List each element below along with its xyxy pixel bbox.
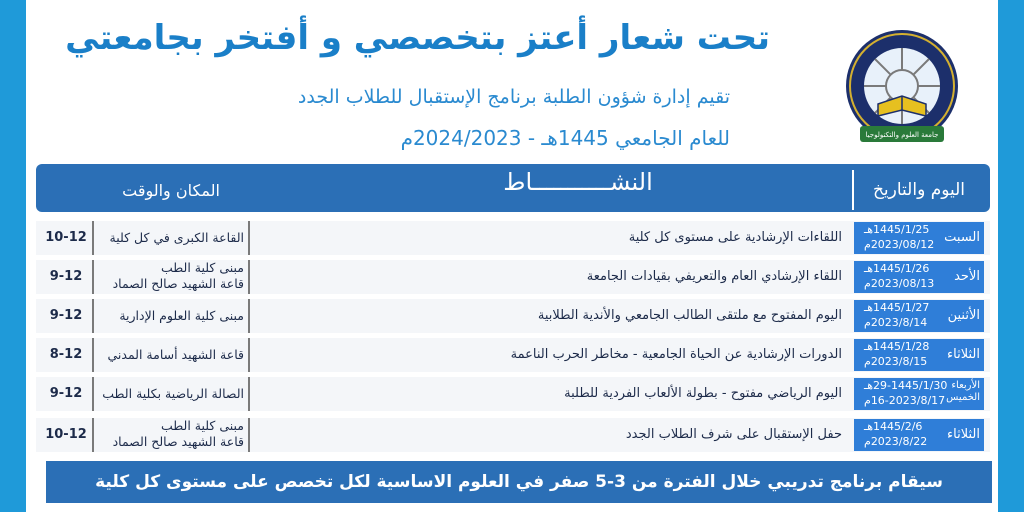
table-row [36, 338, 990, 372]
time-cell: 9-12 [49, 308, 83, 323]
header-place-time: المكان والوقت [122, 180, 220, 200]
time-cell: 9-12 [49, 269, 83, 284]
day-name: الأحد [954, 269, 980, 284]
gregorian-date: 2023/08/12م [864, 238, 935, 251]
activity-cell: اللقاء الإرشادي العام والتعريفي بقيادات الجامعة [586, 269, 842, 284]
activity-cell: اليوم الرياضي مفتوح - بطولة الألعاب الفردية للطلبة [564, 386, 842, 401]
activity-cell: حفل الإستقبال على شرف الطلاب الجدد [625, 427, 842, 442]
activity-cell: اللقاءات الإرشادية على مستوى كل كلية [628, 230, 842, 245]
activity-cell: الدورات الإرشادية عن الحياة الجامعية - مخاطر الحرب الناعمة [510, 347, 842, 362]
date-cell [854, 339, 984, 371]
place-cell [92, 338, 250, 372]
left-frame-bar [0, 0, 26, 512]
place-line: القاعة الكبرى في كل كلية [109, 230, 244, 245]
hijri-date: 29-1445/1/30هـ [864, 379, 948, 392]
date-cell [854, 261, 984, 293]
table-row [36, 299, 990, 333]
page-title: تحت شعار أعتز بتخصصي و أفتخر بجامعتي [65, 18, 770, 58]
subtitle-line-1: تقيم إدارة شؤون الطلبة برنامج الإستقبال للطلاب الجدد [297, 86, 730, 108]
time-cell: 10-12 [45, 230, 87, 245]
place-line: قاعة الشهيد صالح الصماد [112, 434, 244, 449]
hijri-date: 1445/2/6هـ [864, 420, 923, 433]
gregorian-date: 2023/8/22م [864, 435, 928, 448]
gregorian-date: 16-2023/8/17م [864, 394, 946, 407]
table-header [36, 164, 990, 212]
table-row [36, 418, 990, 452]
table-row [36, 260, 990, 294]
footer-banner: سيقام برنامج تدريبي خلال الفترة من 3-5 صفر في العلوم الاساسية لكل تخصص على مستوى كل كلية [46, 461, 992, 503]
gregorian-date: 2023/08/13م [864, 277, 935, 290]
gregorian-date: 2023/8/15م [864, 355, 928, 368]
place-line: قاعة الشهيد صالح الصماد [112, 276, 244, 291]
gregorian-date: 2023/8/14م [864, 316, 928, 329]
day-name: الثلاثاء [947, 347, 980, 362]
time-cell: 10-12 [45, 427, 87, 442]
place-cell [92, 260, 250, 294]
day-name: الأثنين [947, 308, 980, 323]
header-day-date: اليوم والتاريخ [852, 170, 984, 210]
university-seal-icon [838, 24, 966, 152]
place-line: مبنى كلية الطب [161, 418, 244, 433]
activity-cell: اليوم المفتوح مع ملتقى الطالب الجامعي والأندية الطلابية [537, 308, 842, 323]
right-frame-bar [998, 0, 1024, 512]
date-cell [854, 300, 984, 332]
hijri-date: 1445/1/27هـ [864, 301, 930, 314]
date-cell [854, 378, 984, 410]
date-cell [854, 419, 984, 451]
place-cell [92, 299, 250, 333]
hijri-date: 1445/1/26هـ [864, 262, 930, 275]
place-line: قاعة الشهيد أسامة المدني [107, 347, 244, 362]
hijri-date: 1445/1/25هـ [864, 223, 930, 236]
place-line: الصالة الرياضية بكلية الطب [102, 386, 244, 401]
place-cell [92, 418, 250, 452]
day-name: الثلاثاء [947, 427, 980, 442]
logo-text: جامعة العلوم والتكنولوجيا [865, 131, 939, 139]
hijri-date: 1445/1/28هـ [864, 340, 930, 353]
header-activity: النشـــــــــــاط [503, 168, 653, 196]
day-name: السبت [944, 230, 980, 245]
subtitle-line-2: للعام الجامعي 1445هـ - 2024/2023م [400, 126, 730, 150]
date-cell [854, 222, 984, 254]
time-cell: 8-12 [49, 347, 83, 362]
place-cell [92, 221, 250, 255]
place-line: مبنى كلية العلوم الإدارية [119, 308, 244, 323]
day-name: الأربعاء الخميس [946, 380, 980, 403]
place-line: مبنى كلية الطب [161, 260, 244, 275]
table-row [36, 377, 990, 411]
table-row [36, 221, 990, 255]
time-cell: 9-12 [49, 386, 83, 401]
place-cell [92, 377, 250, 411]
